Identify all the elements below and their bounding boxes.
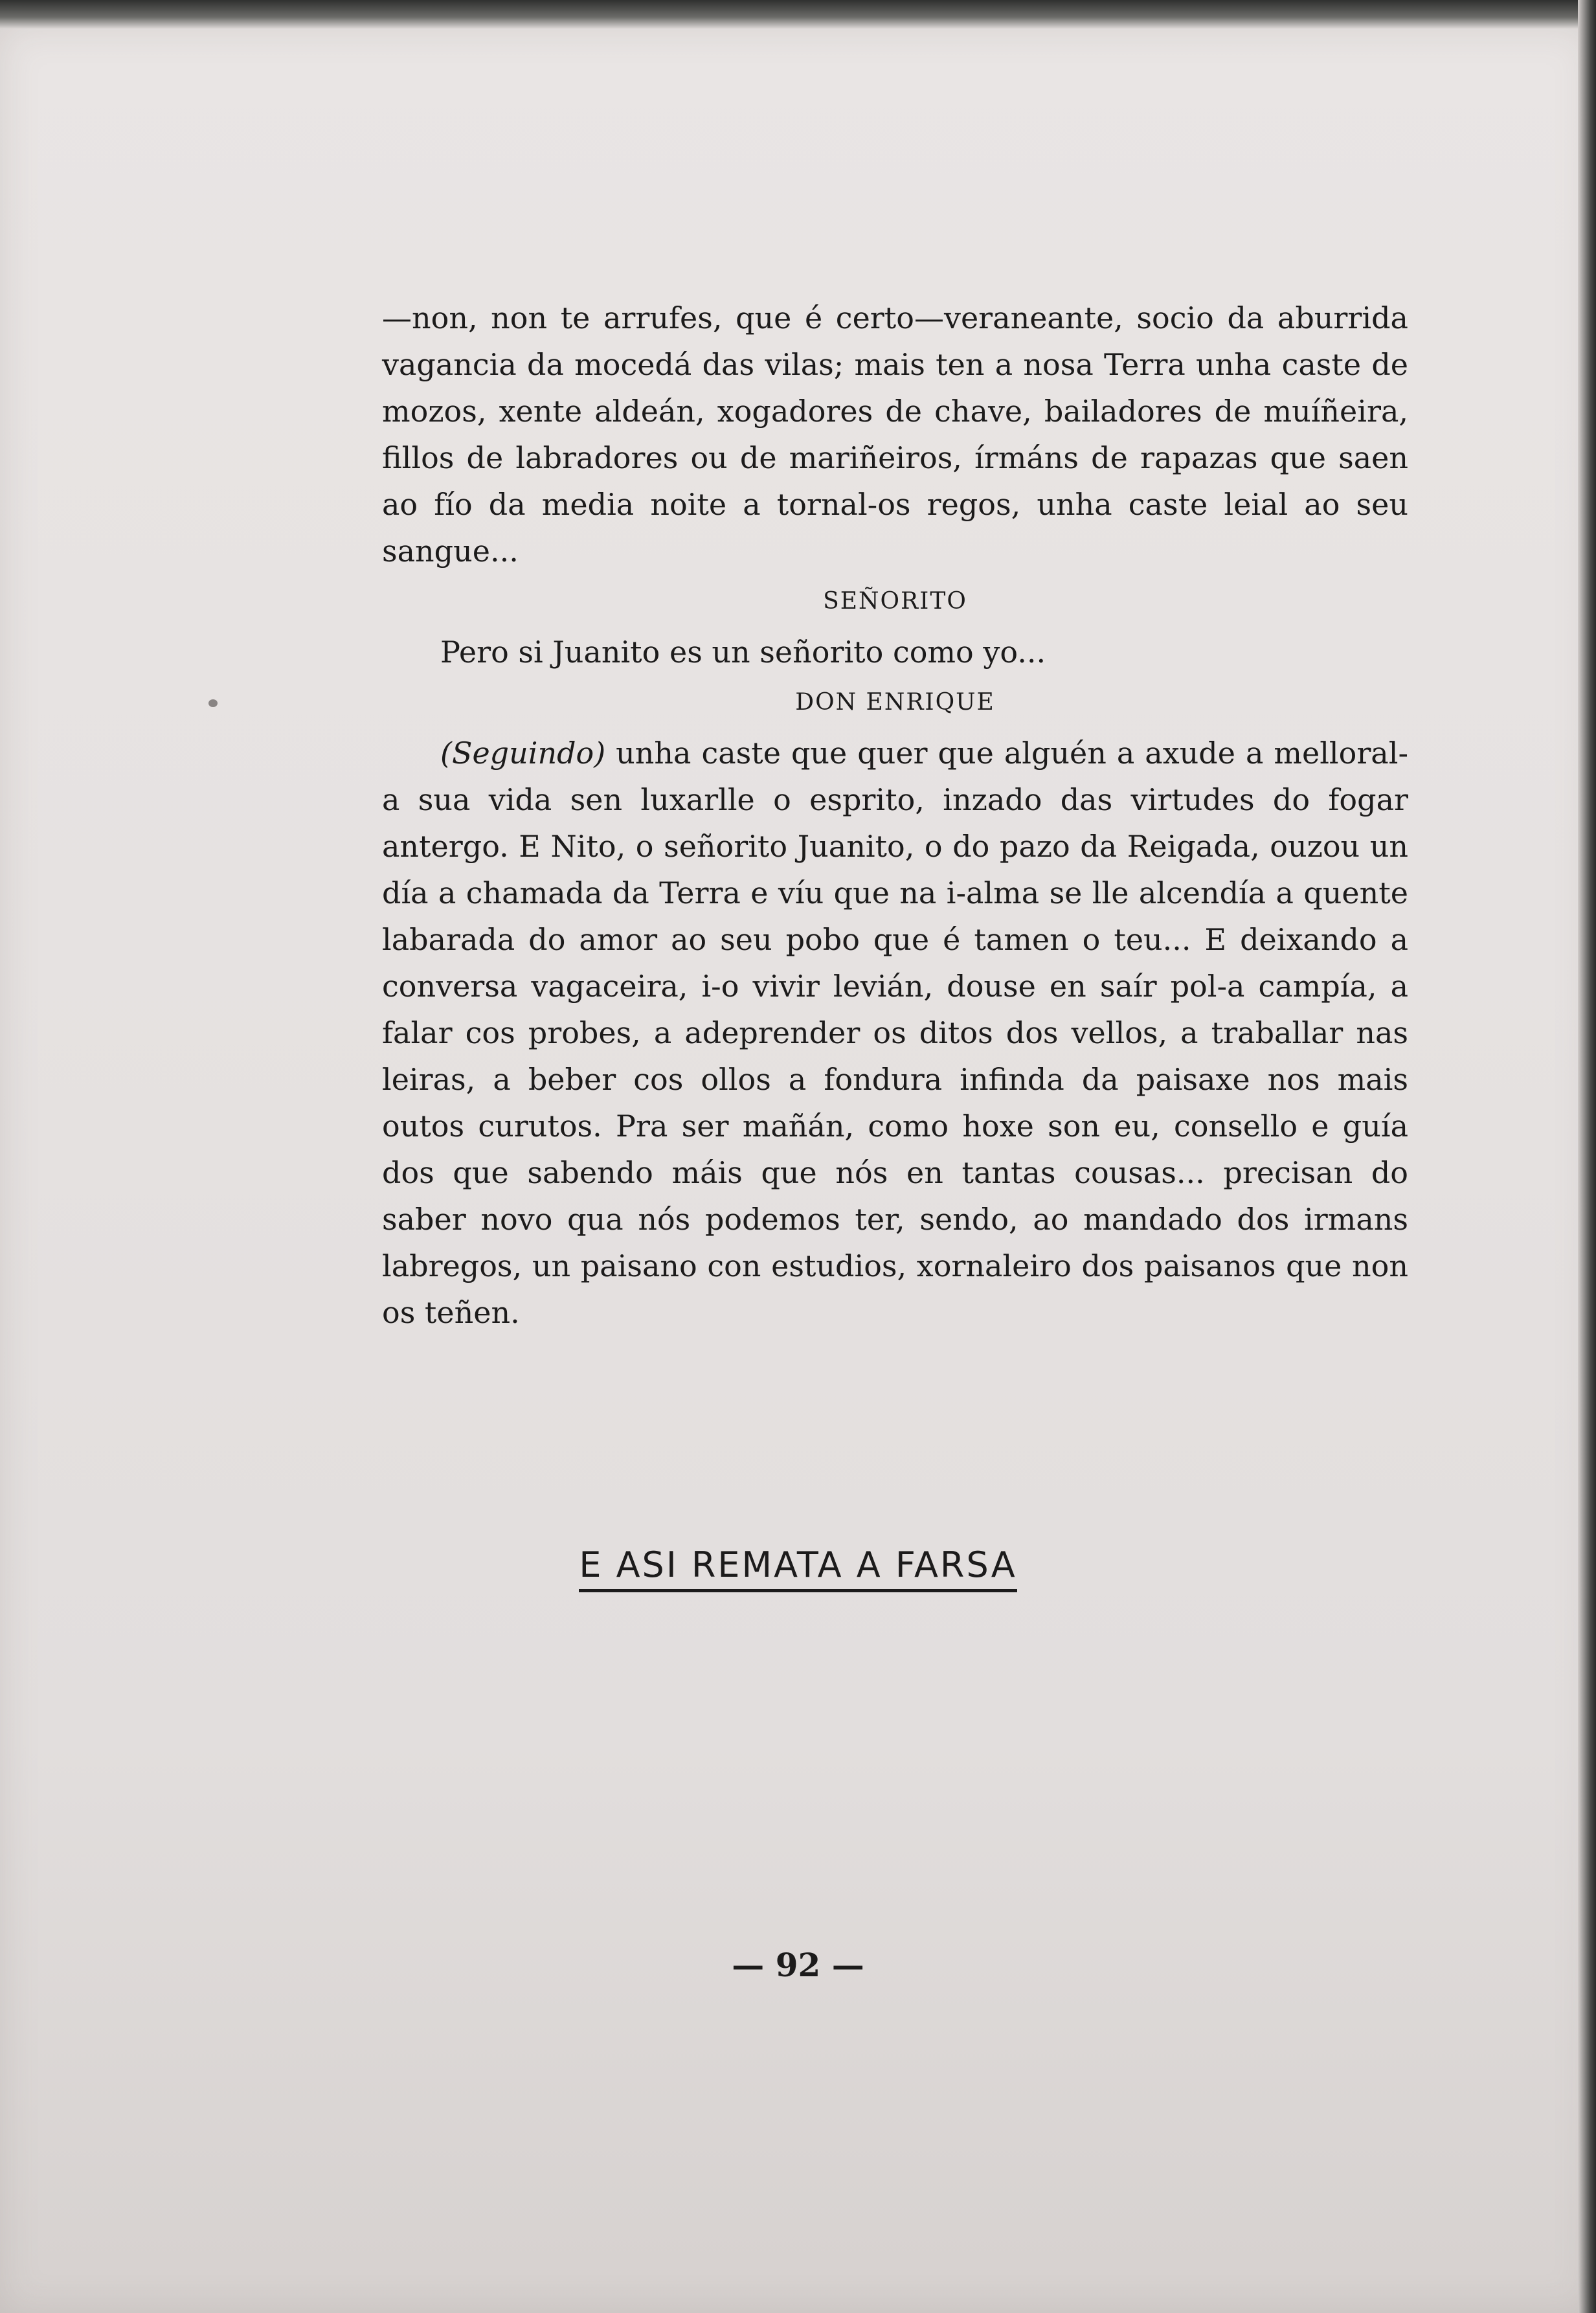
page-number: — 92 —: [732, 1946, 864, 1984]
don-enrique-speech: [382, 730, 1408, 1336]
page-top-edge: [0, 0, 1596, 28]
closing-title-text: E ASI REMATA A FARSA: [579, 1544, 1017, 1592]
body-text: [382, 295, 1408, 1336]
don-enrique-text: unha caste que quer que alguén a axude a melloral-a sua vida sen luxarlle o esprito, inzado das virtudes do fogar antergo. E Nito, o señorito Juanito, o do pazo da Reigada, ouzou un día a chamada da Terra e víu que na i-alma se lle alcendía a quente labarada do amor ao seu pobo que é tamen o teu... E deixando a conversa vagaceira, i-o vivir levián, douse en saír pol-a campía, a falar cos probes, a adeprender os ditos dos vellos, a traballar nas leiras, a beber cos ollos a fondura infinda da paisaxe nos mais outos curutos. Pra ser mañán, como hoxe son eu, consello e guía dos que sabendo máis que nós en tantas cousas... precisan do saber novo qua nós podemos ter, sendo, ao mandado dos irmans labregos, un paisano con estudios, xornaleiro dos paisanos que non os teñen.: [382, 736, 1408, 1330]
ink-speck: [208, 699, 218, 707]
speaker-don-enrique: DON ENRIQUE: [795, 689, 995, 716]
closing-title: [0, 1544, 1596, 1585]
paragraph-continuation: —non, non te arrufes, que é certo—veraneante, socio da aburrida vagancia da mocedá das vilas; mais ten a nosa Terra unha caste de mozos, xente aldeán, xogadores de chave, bailadores de muíñeira, fillos de labradores ou de mariñeiros, írmáns de rapazas que saen ao fío da media noite a tornal-os regos, unha caste leial ao seu sangue...: [382, 300, 1408, 569]
stage-direction: (Seguindo): [440, 736, 606, 771]
speaker-senorito: SEÑORITO: [823, 588, 967, 615]
senorito-line: Pero si Juanito es un señorito como yo...: [440, 635, 1046, 670]
